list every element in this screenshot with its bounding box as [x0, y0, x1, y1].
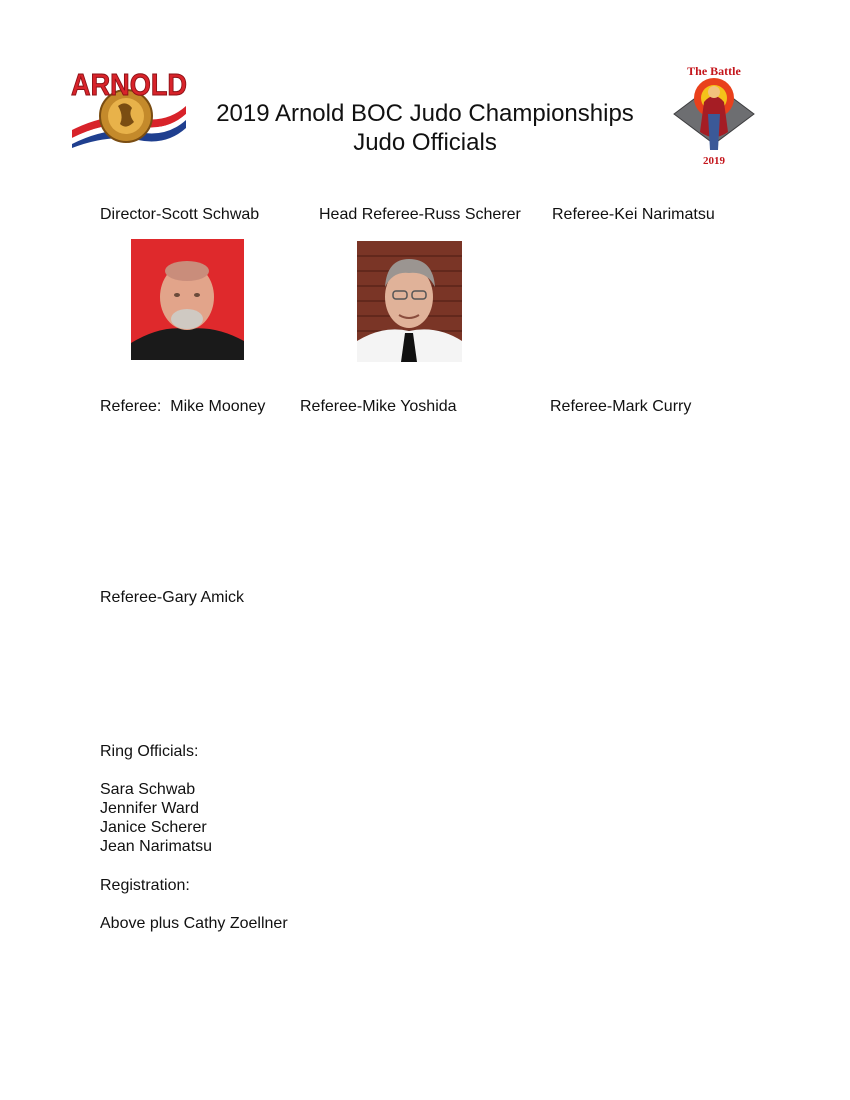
official-photo-scott-schwab — [131, 239, 244, 360]
ring-officials-list — [100, 780, 212, 856]
official-label: Referee-Mark Curry — [550, 398, 692, 415]
official-label: Referee-Gary Amick — [100, 589, 245, 606]
ring-official-name: Sara Schwab — [100, 781, 196, 798]
official-label: Referee: Mike Mooney — [100, 398, 266, 415]
ring-official-name: Janice Scherer — [100, 819, 207, 836]
page-title — [175, 99, 675, 157]
ring-officials-heading: Ring Officials: — [100, 743, 199, 760]
the-battle-logo — [668, 62, 760, 170]
the-battle-logo-title: The Battle — [687, 64, 741, 78]
ring-official-name: Jennifer Ward — [100, 800, 199, 817]
arnold-logo-text: ARNOLD — [71, 67, 187, 102]
title-line-1: 2019 Arnold BOC Judo Championships — [216, 100, 634, 127]
official-label: Head Referee-Russ Scherer — [319, 206, 521, 223]
official-label: Director-Scott Schwab — [100, 206, 260, 223]
registration-heading: Registration: — [100, 877, 190, 894]
official-label: Referee-Kei Narimatsu — [552, 206, 715, 223]
arnold-logo — [68, 66, 190, 148]
the-battle-logo-year: 2019 — [703, 155, 725, 167]
registration-text: Above plus Cathy Zoellner — [100, 915, 288, 932]
ring-official-name: Jean Narimatsu — [100, 838, 213, 855]
official-label: Referee-Mike Yoshida — [300, 398, 457, 415]
official-photo-russ-scherer — [357, 241, 462, 362]
title-line-2: Judo Officials — [353, 129, 497, 156]
